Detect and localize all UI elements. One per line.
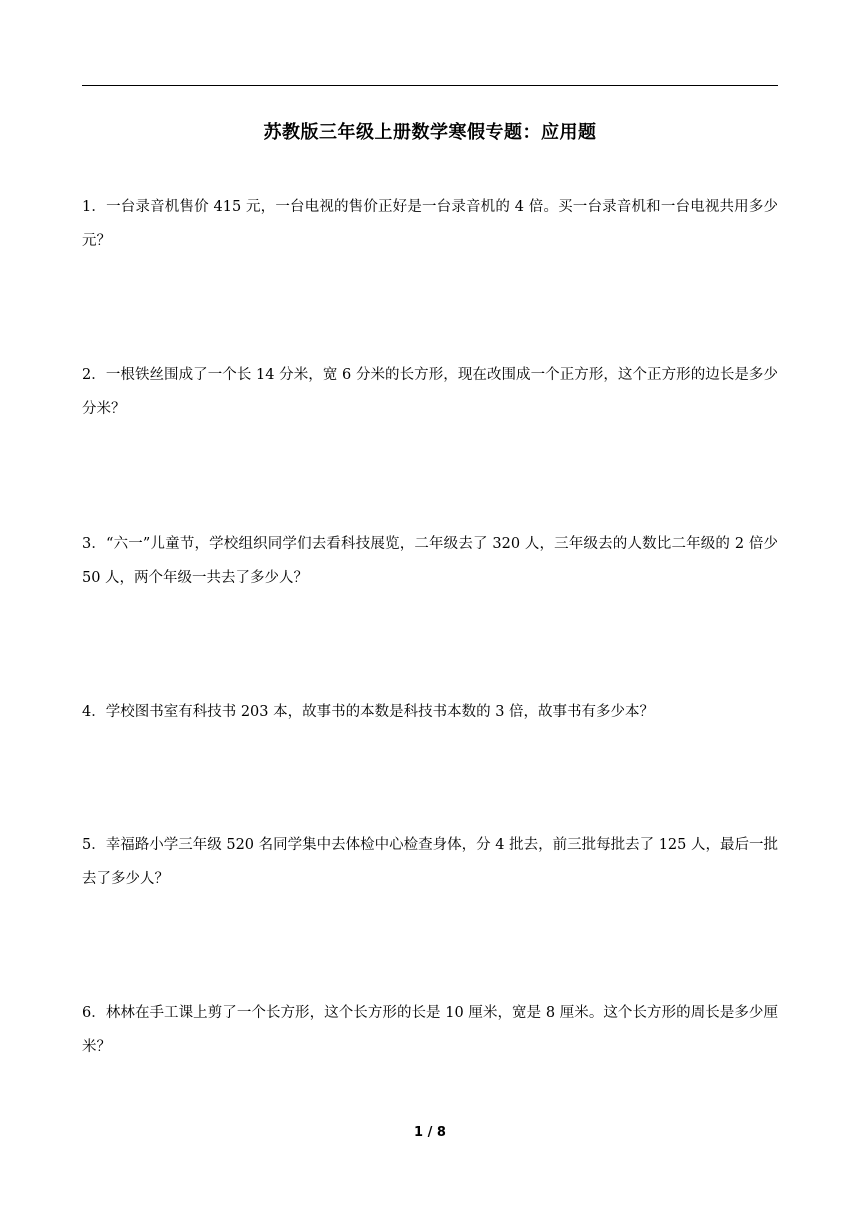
question-3: 3．“六一”儿童节，学校组织同学们去看科技展览，二年级去了 320 人，三年级去的人数比二年级的 2 倍少 50 人，两个年级一共去了多少人？ — [82, 536, 778, 586]
page-number: 1 / 8 — [414, 1125, 446, 1140]
question-6: 6．林林在手工课上剪了一个长方形，这个长方形的长是 10 厘米，宽是 8 厘米。这个长方形的周长是多少厘米？ — [82, 1005, 778, 1055]
page-title: 苏教版三年级上册数学寒假专题：应用题 — [263, 122, 597, 143]
question-2: 2．一根铁丝围成了一个长 14 分米，宽 6 分米的长方形，现在改围成一个正方形，这个正方形的边长是多少分米？ — [82, 367, 778, 417]
question-1: 1．一台录音机售价 415 元，一台电视的售价正好是一台录音机的 4 倍。买一台录音机和一台电视共用多少元？ — [82, 199, 778, 249]
header-divider — [82, 85, 778, 86]
question-5: 5．幸福路小学三年级 520 名同学集中去体检中心检查身体，分 4 批去，前三批每批去了 125 人，最后一批去了多少人？ — [82, 837, 778, 887]
question-4: 4．学校图书室有科技书 203 本，故事书的本数是科技书本数的 3 倍，故事书有多少本？ — [82, 704, 655, 720]
